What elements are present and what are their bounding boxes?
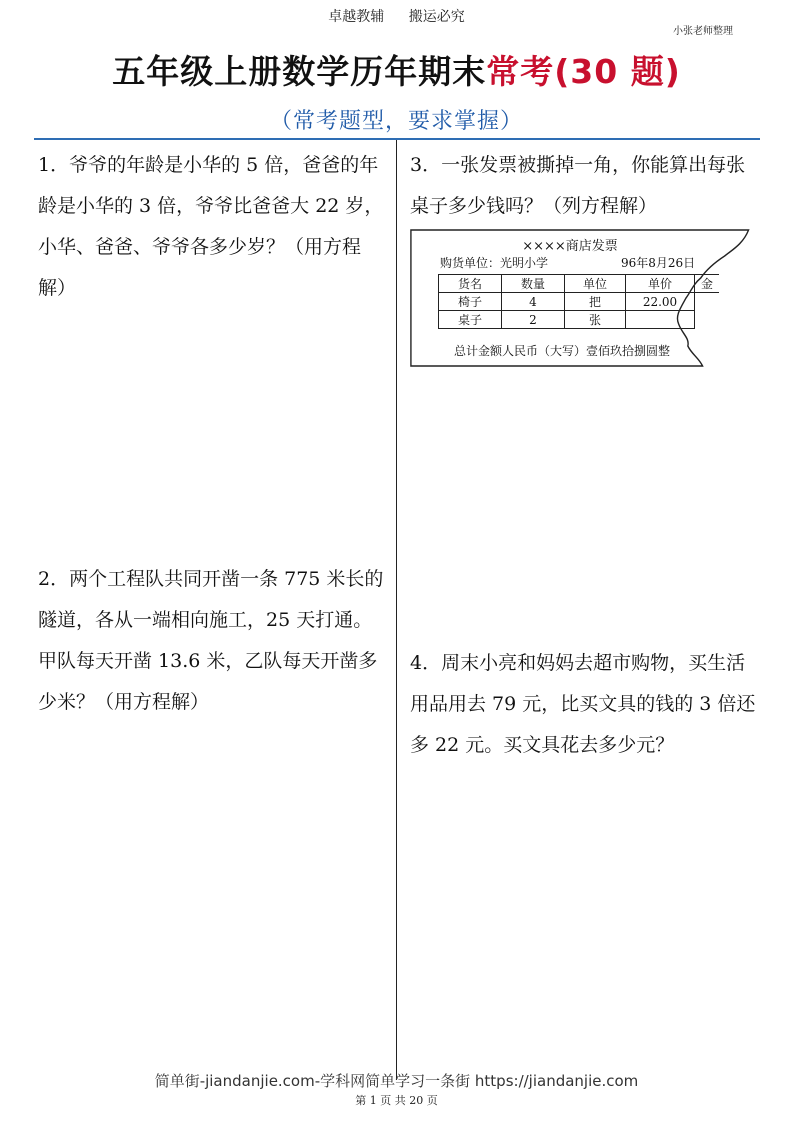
receipt-cell: 2	[502, 311, 565, 329]
receipt-row	[439, 311, 720, 329]
question-4: 4．周末小亮和妈妈去超市购物，买生活用品用去 79 元，比买文具的钱的 3 倍还多 22 元。买文具花去多少元？	[410, 652, 756, 756]
footer-site: 简单街-jiandanjie.com-学科网简单学习一条街 https://jiandanjie.com	[154, 1072, 639, 1090]
receipt-cell: 张	[565, 311, 626, 329]
receipt-cell: 22.00	[626, 293, 695, 311]
header-right: 搬运必究	[408, 9, 465, 25]
receipt-row	[439, 293, 720, 311]
receipt-cell: 4	[502, 293, 565, 311]
receipt-table	[438, 274, 719, 329]
question-1: 1．爷爷的年龄是小华的 5 倍，爸爸的年龄是小华的 3 倍，爷爷比爸爸大 22 岁，小华、爸爸、爷爷各多少岁？（用方程解）	[38, 154, 384, 299]
receipt-torn-cell	[695, 311, 720, 329]
question-2: 2．两个工程队共同开凿一条 775 米长的隧道，各从一端相向施工，25 天打通。甲队每天开凿 13.6 米，乙队每天开凿多少米？（用方程解）	[38, 568, 384, 713]
column-divider	[396, 140, 397, 1080]
header-left: 卓越教辅	[328, 9, 385, 25]
receipt-header-cell: 数量	[502, 275, 565, 293]
title-highlight: 常考(30 题)	[486, 52, 681, 91]
receipt-header-cell: 金	[695, 275, 720, 293]
receipt-cell: 椅子	[439, 293, 502, 311]
page-subtitle: （常考题型，要求掌握）	[269, 109, 523, 134]
receipt-header-cell: 单价	[626, 275, 695, 293]
receipt-header-row	[439, 275, 720, 293]
receipt-torn-cell	[695, 293, 720, 311]
receipt-cell: 桌子	[439, 311, 502, 329]
receipt-buyer: 购货单位：光明小学	[440, 256, 549, 270]
receipt-cell: 把	[565, 293, 626, 311]
organizer-note: 小张老师整理	[673, 26, 733, 37]
receipt-header-cell: 单位	[565, 275, 626, 293]
receipt-header-cell: 货名	[439, 275, 502, 293]
page-number: 第 1 页 共 20 页	[355, 1094, 438, 1107]
page-title	[0, 46, 793, 93]
receipt-date: 96年8月26日	[621, 256, 696, 270]
receipt-cell	[626, 311, 695, 329]
title-main: 五年级上册数学历年期末	[112, 52, 487, 91]
torn-receipt	[410, 226, 750, 371]
receipt-total: 总计金额人民币（大写）壹佰玖拾捌圆整	[454, 344, 671, 358]
title-divider	[34, 138, 760, 140]
question-3: 3．一张发票被撕掉一角，你能算出每张桌子多少钱吗？（列方程解）	[410, 154, 746, 217]
receipt-title: ××××商店发票	[522, 239, 618, 254]
